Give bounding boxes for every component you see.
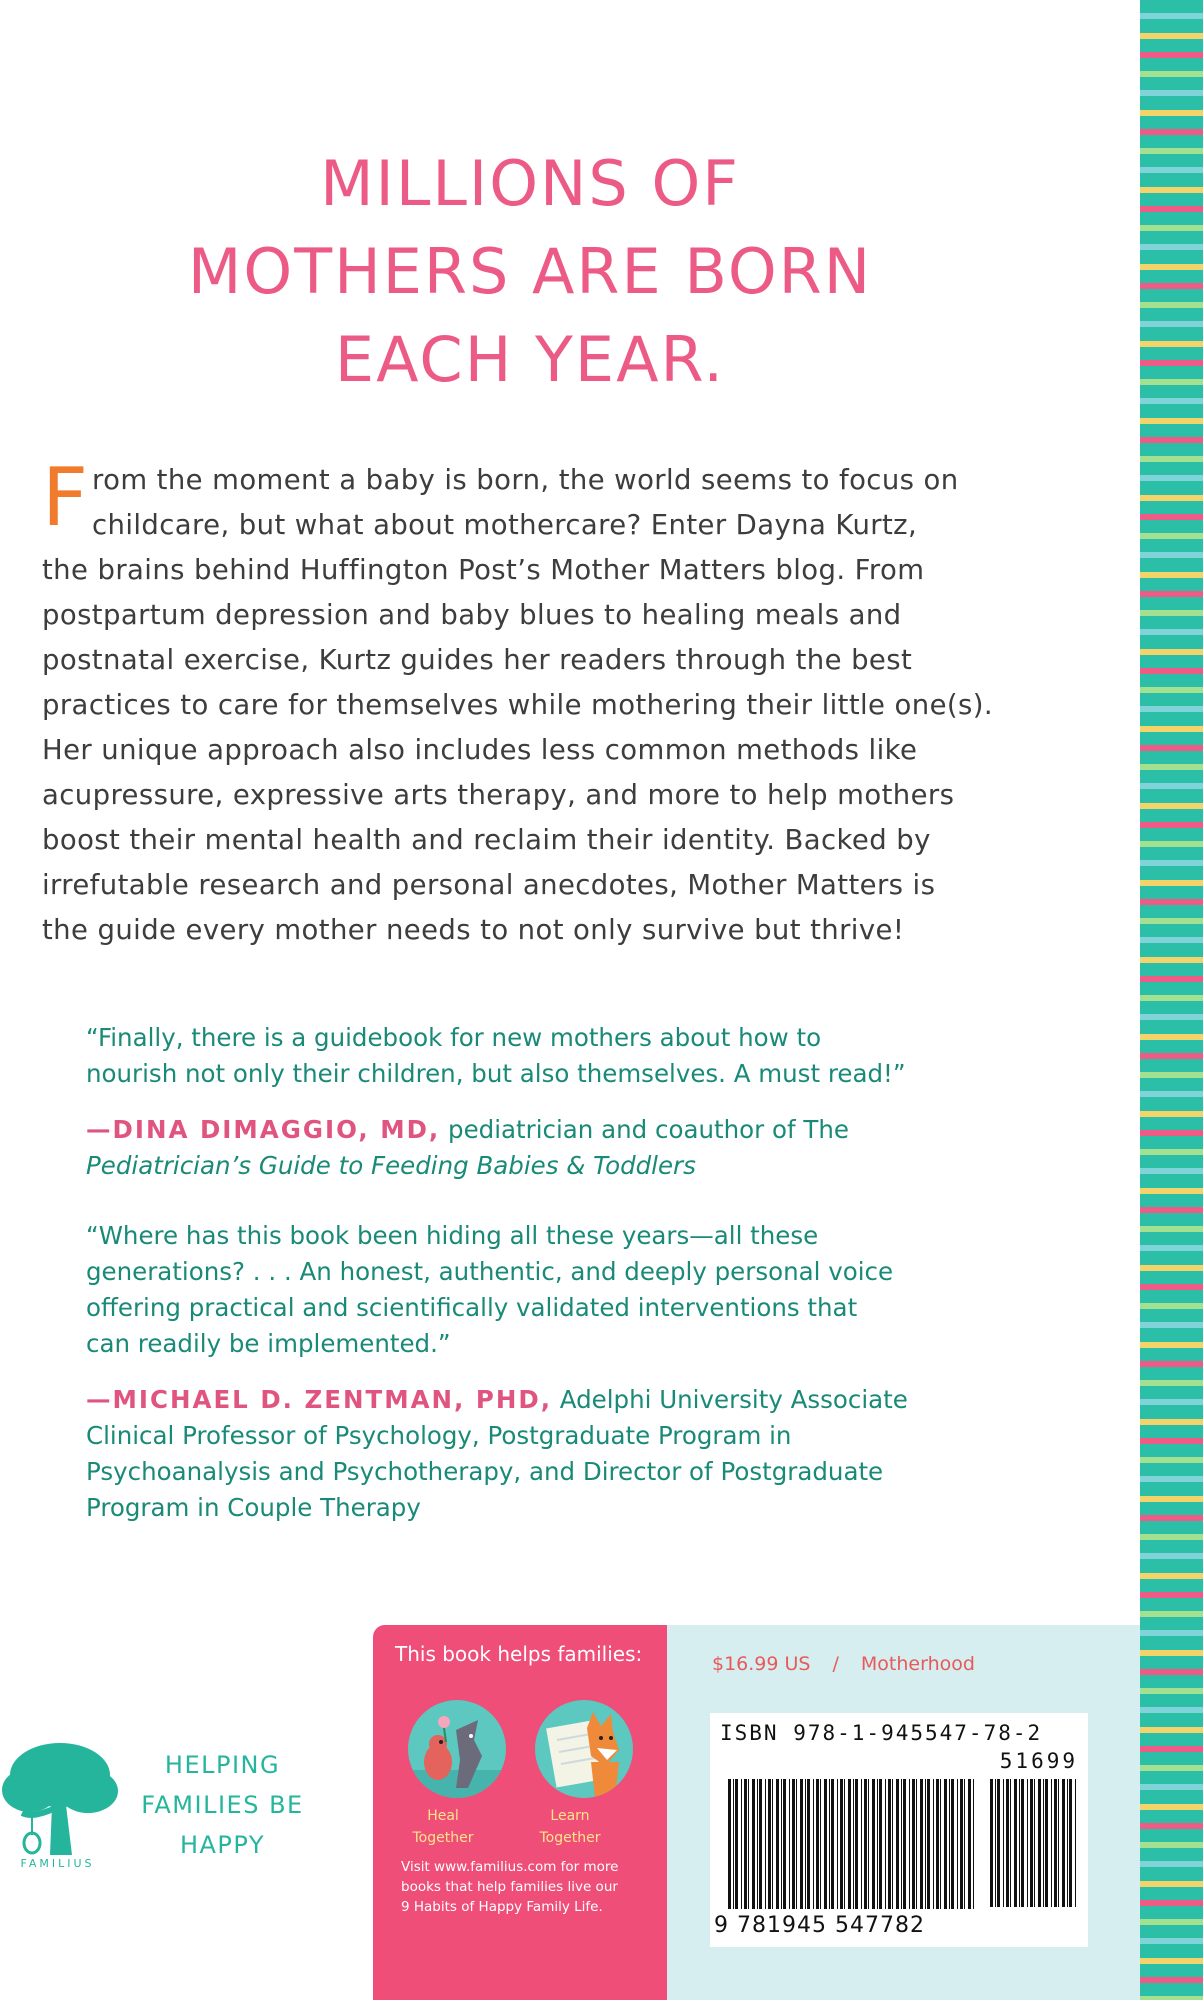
barcode-bar <box>973 1779 974 1909</box>
attribution-line <box>86 1112 1126 1148</box>
barcode-bar <box>861 1779 862 1909</box>
description-line: the brains behind Huffington Post’s Mother Matters blog. From <box>42 554 925 586</box>
headline <box>160 140 900 404</box>
barcode-bar <box>912 1779 915 1909</box>
barcode-bar <box>885 1779 886 1909</box>
habits-panel-note <box>401 1857 651 1917</box>
barcode-bar <box>927 1779 930 1909</box>
barcode-bar <box>1021 1779 1024 1907</box>
barcode-bar <box>936 1779 939 1909</box>
description-line: the guide every mother needs to not only survive but thrive! <box>42 914 905 946</box>
barcode-bar <box>735 1779 738 1909</box>
description <box>42 451 1042 953</box>
barcode-bar <box>855 1779 858 1909</box>
barcode-bar <box>1003 1779 1004 1907</box>
barcode-bar <box>968 1779 971 1909</box>
attribution-line: Pediatrician’s Guide to Feeding Babies & Toddlers <box>86 1151 696 1180</box>
quote-line: “Finally, there is a guidebook for new mothers about how to <box>86 1023 822 1052</box>
habit-label-heal <box>393 1805 493 1849</box>
description-line: postpartum depression and baby blues to healing meals and <box>42 599 902 631</box>
ean-barcode <box>728 1779 978 1909</box>
barcode-bar <box>781 1779 782 1909</box>
quote-line: generations? . . . An honest, authentic, and deeply personal voice <box>86 1257 894 1286</box>
description-line: childcare, but what about mothercare? Enter Dayna Kurtz, <box>92 509 918 541</box>
barcode-bar <box>1051 1779 1052 1907</box>
habit-label-line: Together <box>412 1830 474 1846</box>
familius-tree-logo <box>0 1735 120 1875</box>
price: $16.99 US <box>712 1653 811 1675</box>
learn-together-icon <box>535 1700 633 1798</box>
note-line: 9 Habits of Happy Family Life. <box>401 1899 603 1915</box>
barcode-bar <box>807 1779 810 1909</box>
quote-line: can readily be implemented.” <box>86 1329 451 1358</box>
barcode-bar <box>960 1779 963 1909</box>
barcode-bar <box>741 1779 742 1909</box>
barcode-bar <box>1075 1779 1076 1907</box>
barcode-bar <box>944 1779 947 1909</box>
barcode-bar <box>933 1779 934 1909</box>
barcode-bar <box>879 1779 882 1909</box>
quote-line: offering practical and scientifically validated interventions that <box>86 1293 858 1322</box>
attribution-line: Clinical Professor of Psychology, Postgraduate Program in <box>86 1421 792 1450</box>
description-line: irrefutable research and personal anecdotes, Mother Matters is <box>42 869 936 901</box>
barcode-bar <box>872 1779 875 1909</box>
barcode-bar <box>1045 1779 1048 1907</box>
barcode-bar <box>813 1779 814 1909</box>
category: Motherhood <box>860 1653 975 1675</box>
barcode-panel <box>667 1625 1140 2000</box>
barcode-bar <box>768 1779 771 1909</box>
barcode-bar <box>1027 1779 1028 1907</box>
barcode-bar <box>951 1779 954 1909</box>
barcode-bar <box>964 1779 965 1909</box>
description-line: practices to care for themselves while mothering their little one(s). <box>42 689 994 721</box>
addon-barcode <box>990 1779 1080 1907</box>
barcode-bar <box>916 1779 917 1909</box>
barcode-bar <box>1034 1779 1035 1907</box>
endorsements <box>86 1020 1126 1526</box>
barcode-bar <box>796 1779 797 1909</box>
description-line: postnatal exercise, Kurtz guides her readers through the best <box>42 644 913 676</box>
barcode-bar <box>837 1779 838 1909</box>
barcode-bar <box>853 1779 854 1909</box>
barcode-bar <box>888 1779 891 1909</box>
barcode-bar <box>728 1779 731 1909</box>
barcode-bar <box>776 1779 779 1909</box>
barcode-box <box>710 1713 1088 1947</box>
barcode-bar <box>868 1779 869 1909</box>
quote-line: “Where has this book been hiding all these years—all these <box>86 1221 819 1250</box>
barcode-bar <box>949 1779 950 1909</box>
barcode-bar <box>920 1779 923 1909</box>
attribution-name: —DINA DIMAGGIO, MD, <box>86 1115 441 1144</box>
habit-label-line: Heal <box>427 1808 459 1824</box>
barcode-bar <box>816 1779 819 1909</box>
barcode-bar <box>824 1779 827 1909</box>
barcode-bar <box>783 1779 786 1909</box>
barcode-bar <box>957 1779 958 1909</box>
barcode-bar <box>1054 1779 1057 1907</box>
habits-panel <box>373 1625 667 2000</box>
barcode-bar <box>752 1779 755 1909</box>
price-line <box>712 1653 975 1675</box>
barcode-bar <box>789 1779 790 1909</box>
description-line: acupressure, expressive arts therapy, and more to help mothers <box>42 779 955 811</box>
habits-panel-title: This book helps families: <box>395 1642 643 1666</box>
headline-line: EACH YEAR. <box>334 323 726 396</box>
barcode-bar <box>748 1779 749 1909</box>
barcode-bar <box>840 1779 843 1909</box>
barcode-bar <box>820 1779 821 1909</box>
barcode-bar <box>744 1779 747 1909</box>
tagline-line: HAPPY <box>179 1831 266 1859</box>
attribution-text: pediatrician and coauthor of The <box>440 1115 849 1144</box>
heal-together-icon <box>408 1700 506 1798</box>
barcode-bar <box>1043 1779 1044 1907</box>
ean-digits: 9 781945 547782 <box>714 1913 925 1938</box>
attribution-line: Program in Couple Therapy <box>86 1493 421 1522</box>
attribution-line: Psychoanalysis and Psychotherapy, and Director of Postgraduate <box>86 1457 884 1486</box>
barcode-bar <box>805 1779 806 1909</box>
barcode-bar <box>903 1779 906 1909</box>
barcode-bar <box>772 1779 773 1909</box>
habit-label-learn <box>520 1805 620 1849</box>
quote-line: nourish not only their children, but also themselves. A must read!” <box>86 1059 906 1088</box>
barcode-bar <box>940 1779 941 1909</box>
tagline-line: HELPING <box>164 1751 281 1779</box>
barcode-bar <box>990 1779 993 1907</box>
note-line: Visit www.familius.com for more <box>401 1859 619 1875</box>
description-line: boost their mental health and reclaim their identity. Backed by <box>42 824 931 856</box>
barcode-bar <box>831 1779 834 1909</box>
barcode-bar <box>997 1779 1000 1907</box>
drop-cap: F <box>42 451 89 544</box>
price-separator: / <box>832 1653 839 1675</box>
headline-line: MOTHERS ARE BORN <box>187 235 873 308</box>
barcode-bar <box>1067 1779 1068 1907</box>
publisher-name: FAMILIUS <box>20 1857 95 1870</box>
barcode-bar <box>1019 1779 1020 1907</box>
attribution-text: Adelphi University Associate <box>552 1385 908 1414</box>
barcode-bar <box>759 1779 762 1909</box>
barcode-bar <box>1010 1779 1011 1907</box>
barcode-bar <box>995 1779 996 1907</box>
barcode-bar <box>1006 1779 1009 1907</box>
endorsement-2 <box>86 1218 1126 1526</box>
endorsement-1 <box>86 1020 1126 1184</box>
barcode-bar <box>1058 1779 1059 1907</box>
barcode-bar <box>925 1779 926 1909</box>
barcode-bar <box>733 1779 734 1909</box>
barcode-bar <box>1038 1779 1041 1907</box>
headline-line: MILLIONS OF <box>320 147 740 220</box>
barcode-bar <box>1062 1779 1065 1907</box>
price-code: 51699 <box>999 1749 1078 1773</box>
barcode-bar <box>892 1779 893 1909</box>
attribution-line <box>86 1382 1126 1418</box>
barcode-bar <box>848 1779 851 1909</box>
barcode-bar <box>800 1779 803 1909</box>
barcode-bar <box>792 1779 795 1909</box>
barcode-bar <box>896 1779 899 1909</box>
barcode-bar <box>829 1779 830 1909</box>
barcode-bar <box>909 1779 910 1909</box>
note-line: books that help families live our <box>401 1879 618 1895</box>
barcode-bar <box>877 1779 878 1909</box>
habit-label-line: Together <box>539 1830 601 1846</box>
barcode-bar <box>1069 1779 1072 1907</box>
habit-label-line: Learn <box>550 1808 590 1824</box>
barcode-bar <box>1014 1779 1017 1907</box>
barcode-bar <box>1030 1779 1033 1907</box>
isbn-text: ISBN 978-1-945547-78-2 <box>720 1721 1043 1745</box>
barcode-bar <box>901 1779 902 1909</box>
description-line: Her unique approach also includes less common methods like <box>42 734 918 766</box>
barcode-bar <box>765 1779 766 1909</box>
barcode-bar <box>844 1779 845 1909</box>
attribution-name: —MICHAEL D. ZENTMAN, PHD, <box>86 1385 552 1414</box>
barcode-bar <box>757 1779 758 1909</box>
description-line: rom the moment a baby is born, the world seems to focus on <box>92 464 959 496</box>
tagline-line: FAMILIES BE <box>141 1791 304 1819</box>
barcode-bar <box>864 1779 867 1909</box>
publisher-tagline <box>135 1745 310 1865</box>
striped-spine <box>1140 0 1203 2000</box>
